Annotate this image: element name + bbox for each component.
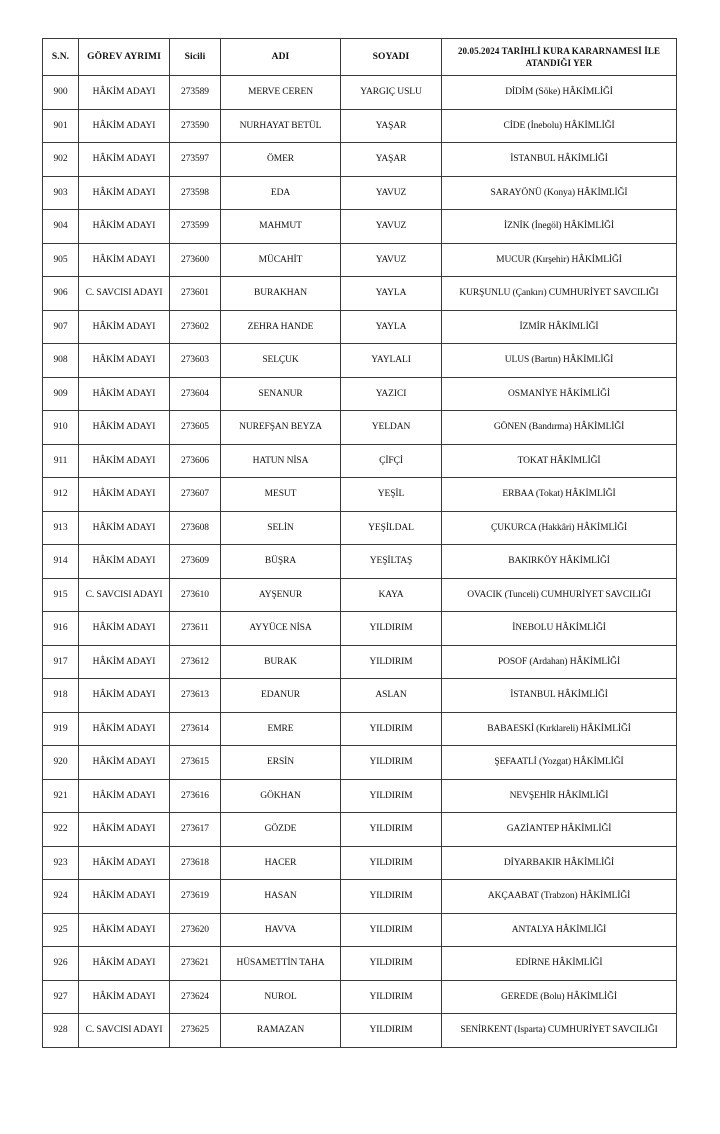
cell-atandigi-yer: EDİRNE HÂKİMLİĞİ (442, 947, 677, 981)
cell-sn: 912 (43, 478, 79, 512)
cell-atandigi-yer: TOKAT HÂKİMLİĞİ (442, 444, 677, 478)
cell-soyadi: YAŞAR (341, 109, 442, 143)
table-row (43, 377, 677, 411)
table-row (43, 310, 677, 344)
cell-sicili: 273606 (170, 444, 221, 478)
cell-atandigi-yer: KURŞUNLU (Çankırı) CUMHURİYET SAVCILIĞI (442, 277, 677, 311)
header-row (43, 39, 677, 76)
cell-adi: HACER (221, 846, 341, 880)
cell-sicili: 273600 (170, 243, 221, 277)
cell-adi: MÜCAHİT (221, 243, 341, 277)
cell-sn: 910 (43, 411, 79, 445)
cell-gorev-ayrimi: HÂKİM ADAYI (79, 310, 170, 344)
header-sn: S.N. (43, 39, 79, 76)
cell-sicili: 273605 (170, 411, 221, 445)
cell-sicili: 273599 (170, 210, 221, 244)
cell-atandigi-yer: İZMİR HÂKİMLİĞİ (442, 310, 677, 344)
cell-adi: GÖKHAN (221, 779, 341, 813)
cell-gorev-ayrimi: HÂKİM ADAYI (79, 344, 170, 378)
table-row (43, 243, 677, 277)
cell-gorev-ayrimi: HÂKİM ADAYI (79, 377, 170, 411)
cell-sn: 911 (43, 444, 79, 478)
cell-gorev-ayrimi: HÂKİM ADAYI (79, 511, 170, 545)
table-row (43, 612, 677, 646)
cell-adi: MESUT (221, 478, 341, 512)
cell-atandigi-yer: ÇUKURCA (Hakkâri) HÂKİMLİĞİ (442, 511, 677, 545)
table-row (43, 176, 677, 210)
cell-sn: 918 (43, 679, 79, 713)
cell-adi: AYŞENUR (221, 578, 341, 612)
cell-atandigi-yer: GEREDE (Bolu) HÂKİMLİĞİ (442, 980, 677, 1014)
cell-adi: MERVE CEREN (221, 76, 341, 110)
cell-atandigi-yer: ULUS (Bartın) HÂKİMLİĞİ (442, 344, 677, 378)
cell-atandigi-yer: BAKIRKÖY HÂKİMLİĞİ (442, 545, 677, 579)
cell-adi: BURAK (221, 645, 341, 679)
cell-gorev-ayrimi: HÂKİM ADAYI (79, 779, 170, 813)
cell-soyadi: YELDAN (341, 411, 442, 445)
cell-gorev-ayrimi: HÂKİM ADAYI (79, 444, 170, 478)
cell-sicili: 273608 (170, 511, 221, 545)
cell-adi: EDANUR (221, 679, 341, 713)
cell-atandigi-yer: MUCUR (Kırşehir) HÂKİMLİĞİ (442, 243, 677, 277)
cell-sicili: 273625 (170, 1014, 221, 1048)
cell-adi: ÖMER (221, 143, 341, 177)
cell-atandigi-yer: DİYARBAKIR HÂKİMLİĞİ (442, 846, 677, 880)
cell-soyadi: YILDIRIM (341, 746, 442, 780)
cell-sn: 909 (43, 377, 79, 411)
cell-soyadi: YEŞİLTAŞ (341, 545, 442, 579)
cell-sn: 921 (43, 779, 79, 813)
cell-atandigi-yer: CİDE (İnebolu) HÂKİMLİĞİ (442, 109, 677, 143)
table-row (43, 1014, 677, 1048)
table-body (43, 76, 677, 1048)
cell-gorev-ayrimi: C. SAVCISI ADAYI (79, 277, 170, 311)
cell-adi: RAMAZAN (221, 1014, 341, 1048)
table-row (43, 344, 677, 378)
cell-sicili: 273611 (170, 612, 221, 646)
cell-sicili: 273615 (170, 746, 221, 780)
cell-gorev-ayrimi: HÂKİM ADAYI (79, 813, 170, 847)
cell-atandigi-yer: ANTALYA HÂKİMLİĞİ (442, 913, 677, 947)
cell-adi: SENANUR (221, 377, 341, 411)
cell-soyadi: YAVUZ (341, 243, 442, 277)
cell-atandigi-yer: SARAYÖNÜ (Konya) HÂKİMLİĞİ (442, 176, 677, 210)
cell-sicili: 273617 (170, 813, 221, 847)
cell-sn: 923 (43, 846, 79, 880)
table-row (43, 143, 677, 177)
cell-sn: 904 (43, 210, 79, 244)
cell-sn: 916 (43, 612, 79, 646)
table-header (43, 39, 677, 76)
cell-sn: 920 (43, 746, 79, 780)
cell-sicili: 273597 (170, 143, 221, 177)
cell-sn: 902 (43, 143, 79, 177)
cell-gorev-ayrimi: HÂKİM ADAYI (79, 176, 170, 210)
cell-atandigi-yer: OSMANİYE HÂKİMLİĞİ (442, 377, 677, 411)
cell-adi: AYYÜCE NİSA (221, 612, 341, 646)
cell-adi: HATUN NİSA (221, 444, 341, 478)
cell-sicili: 273621 (170, 947, 221, 981)
table-row (43, 478, 677, 512)
cell-sicili: 273607 (170, 478, 221, 512)
cell-sicili: 273624 (170, 980, 221, 1014)
cell-gorev-ayrimi: HÂKİM ADAYI (79, 746, 170, 780)
cell-sn: 908 (43, 344, 79, 378)
header-sicili: Sicili (170, 39, 221, 76)
cell-adi: SELİN (221, 511, 341, 545)
cell-soyadi: YILDIRIM (341, 913, 442, 947)
cell-adi: HÜSAMETTİN TAHA (221, 947, 341, 981)
cell-soyadi: YAVUZ (341, 210, 442, 244)
table-row (43, 712, 677, 746)
table-row (43, 679, 677, 713)
cell-sicili: 273609 (170, 545, 221, 579)
cell-gorev-ayrimi: HÂKİM ADAYI (79, 243, 170, 277)
cell-gorev-ayrimi: HÂKİM ADAYI (79, 143, 170, 177)
cell-gorev-ayrimi: HÂKİM ADAYI (79, 109, 170, 143)
cell-sicili: 273602 (170, 310, 221, 344)
assignment-table (42, 38, 677, 1048)
cell-sn: 919 (43, 712, 79, 746)
cell-soyadi: YILDIRIM (341, 947, 442, 981)
cell-sicili: 273612 (170, 645, 221, 679)
cell-sn: 903 (43, 176, 79, 210)
cell-atandigi-yer: ERBAA (Tokat) HÂKİMLİĞİ (442, 478, 677, 512)
cell-soyadi: YAYLALI (341, 344, 442, 378)
cell-atandigi-yer: SENİRKENT (Isparta) CUMHURİYET SAVCILIĞI (442, 1014, 677, 1048)
cell-sn: 925 (43, 913, 79, 947)
cell-soyadi: YAYLA (341, 277, 442, 311)
cell-gorev-ayrimi: HÂKİM ADAYI (79, 76, 170, 110)
table-row (43, 511, 677, 545)
cell-adi: BÜŞRA (221, 545, 341, 579)
cell-sicili: 273613 (170, 679, 221, 713)
cell-gorev-ayrimi: HÂKİM ADAYI (79, 612, 170, 646)
cell-soyadi: ÇİFÇİ (341, 444, 442, 478)
cell-adi: EMRE (221, 712, 341, 746)
table-row (43, 578, 677, 612)
cell-adi: NUROL (221, 980, 341, 1014)
cell-gorev-ayrimi: HÂKİM ADAYI (79, 712, 170, 746)
table-row (43, 109, 677, 143)
cell-gorev-ayrimi: HÂKİM ADAYI (79, 411, 170, 445)
table-row (43, 880, 677, 914)
table-row (43, 545, 677, 579)
cell-soyadi: YAZICI (341, 377, 442, 411)
header-soyadi: SOYADI (341, 39, 442, 76)
cell-sn: 915 (43, 578, 79, 612)
cell-sn: 900 (43, 76, 79, 110)
cell-adi: EDA (221, 176, 341, 210)
cell-adi: HAVVA (221, 913, 341, 947)
table-row (43, 444, 677, 478)
cell-soyadi: YILDIRIM (341, 645, 442, 679)
cell-sn: 906 (43, 277, 79, 311)
cell-sn: 927 (43, 980, 79, 1014)
table-row (43, 846, 677, 880)
cell-sn: 914 (43, 545, 79, 579)
cell-atandigi-yer: AKÇAABAT (Trabzon) HÂKİMLİĞİ (442, 880, 677, 914)
cell-gorev-ayrimi: HÂKİM ADAYI (79, 980, 170, 1014)
cell-sn: 907 (43, 310, 79, 344)
cell-adi: SELÇUK (221, 344, 341, 378)
cell-atandigi-yer: NEVŞEHİR HÂKİMLİĞİ (442, 779, 677, 813)
table-row (43, 746, 677, 780)
table-row (43, 76, 677, 110)
table-row (43, 813, 677, 847)
cell-soyadi: YILDIRIM (341, 980, 442, 1014)
cell-sicili: 273619 (170, 880, 221, 914)
cell-adi: GÖZDE (221, 813, 341, 847)
cell-gorev-ayrimi: HÂKİM ADAYI (79, 947, 170, 981)
cell-soyadi: YILDIRIM (341, 880, 442, 914)
cell-atandigi-yer: DİDİM (Söke) HÂKİMLİĞİ (442, 76, 677, 110)
cell-sn: 928 (43, 1014, 79, 1048)
cell-adi: ZEHRA HANDE (221, 310, 341, 344)
header-gorev-ayrimi: GÖREV AYRIMI (79, 39, 170, 76)
cell-gorev-ayrimi: HÂKİM ADAYI (79, 545, 170, 579)
table-row (43, 947, 677, 981)
cell-atandigi-yer: POSOF (Ardahan) HÂKİMLİĞİ (442, 645, 677, 679)
cell-sicili: 273601 (170, 277, 221, 311)
cell-soyadi: YARGIÇ USLU (341, 76, 442, 110)
cell-adi: NURHAYAT BETÜL (221, 109, 341, 143)
cell-soyadi: YILDIRIM (341, 612, 442, 646)
header-adi: ADI (221, 39, 341, 76)
cell-adi: NUREFŞAN BEYZA (221, 411, 341, 445)
cell-atandigi-yer: İZNİK (İnegöl) HÂKİMLİĞİ (442, 210, 677, 244)
cell-soyadi: YAVUZ (341, 176, 442, 210)
cell-soyadi: YILDIRIM (341, 813, 442, 847)
cell-sicili: 273598 (170, 176, 221, 210)
cell-atandigi-yer: İSTANBUL HÂKİMLİĞİ (442, 143, 677, 177)
table-row (43, 913, 677, 947)
cell-gorev-ayrimi: HÂKİM ADAYI (79, 880, 170, 914)
cell-gorev-ayrimi: C. SAVCISI ADAYI (79, 578, 170, 612)
cell-soyadi: YILDIRIM (341, 1014, 442, 1048)
cell-sn: 924 (43, 880, 79, 914)
cell-gorev-ayrimi: HÂKİM ADAYI (79, 645, 170, 679)
table-row (43, 645, 677, 679)
cell-sn: 922 (43, 813, 79, 847)
table-row (43, 277, 677, 311)
table-row (43, 411, 677, 445)
cell-atandigi-yer: GAZİANTEP HÂKİMLİĞİ (442, 813, 677, 847)
cell-gorev-ayrimi: HÂKİM ADAYI (79, 210, 170, 244)
cell-soyadi: YEŞİL (341, 478, 442, 512)
cell-sicili: 273589 (170, 76, 221, 110)
cell-sn: 901 (43, 109, 79, 143)
cell-soyadi: YAYLA (341, 310, 442, 344)
cell-adi: HASAN (221, 880, 341, 914)
cell-sicili: 273616 (170, 779, 221, 813)
cell-gorev-ayrimi: HÂKİM ADAYI (79, 478, 170, 512)
cell-sicili: 273604 (170, 377, 221, 411)
cell-atandigi-yer: İNEBOLU HÂKİMLİĞİ (442, 612, 677, 646)
cell-soyadi: YILDIRIM (341, 846, 442, 880)
table-row (43, 779, 677, 813)
cell-sicili: 273618 (170, 846, 221, 880)
cell-atandigi-yer: İSTANBUL HÂKİMLİĞİ (442, 679, 677, 713)
cell-soyadi: YAŞAR (341, 143, 442, 177)
cell-soyadi: ASLAN (341, 679, 442, 713)
cell-soyadi: YILDIRIM (341, 779, 442, 813)
cell-gorev-ayrimi: HÂKİM ADAYI (79, 913, 170, 947)
cell-sn: 917 (43, 645, 79, 679)
cell-gorev-ayrimi: HÂKİM ADAYI (79, 846, 170, 880)
cell-atandigi-yer: ŞEFAATLİ (Yozgat) HÂKİMLİĞİ (442, 746, 677, 780)
cell-sn: 926 (43, 947, 79, 981)
cell-soyadi: YILDIRIM (341, 712, 442, 746)
table-row (43, 980, 677, 1014)
cell-adi: ERSİN (221, 746, 341, 780)
cell-adi: MAHMUT (221, 210, 341, 244)
table-row (43, 210, 677, 244)
header-atandigi-yer: 20.05.2024 TARİHLİ KURA KARARNAMESİ İLE ATANDIĞI YER (442, 39, 677, 76)
cell-atandigi-yer: OVACIK (Tunceli) CUMHURİYET SAVCILIĞI (442, 578, 677, 612)
cell-adi: BURAKHAN (221, 277, 341, 311)
cell-gorev-ayrimi: HÂKİM ADAYI (79, 679, 170, 713)
cell-soyadi: YEŞİLDAL (341, 511, 442, 545)
cell-sn: 913 (43, 511, 79, 545)
cell-sicili: 273590 (170, 109, 221, 143)
cell-soyadi: KAYA (341, 578, 442, 612)
cell-atandigi-yer: GÖNEN (Bandırma) HÂKİMLİĞİ (442, 411, 677, 445)
cell-atandigi-yer: BABAESKİ (Kırklareli) HÂKİMLİĞİ (442, 712, 677, 746)
cell-gorev-ayrimi: C. SAVCISI ADAYI (79, 1014, 170, 1048)
cell-sn: 905 (43, 243, 79, 277)
cell-sicili: 273603 (170, 344, 221, 378)
cell-sicili: 273620 (170, 913, 221, 947)
cell-sicili: 273610 (170, 578, 221, 612)
cell-sicili: 273614 (170, 712, 221, 746)
